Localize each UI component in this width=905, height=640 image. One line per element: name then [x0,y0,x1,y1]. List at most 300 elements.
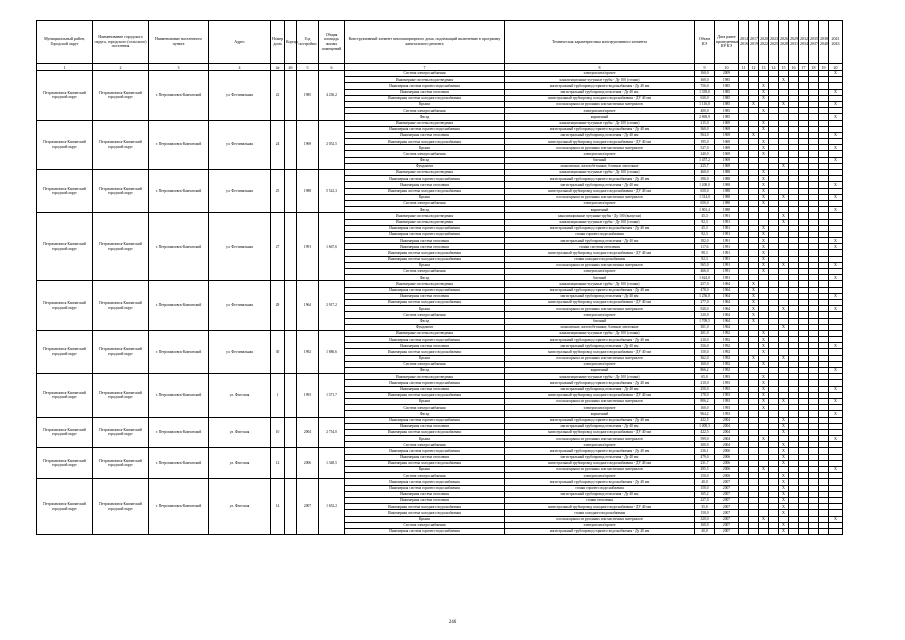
prior-repair-date-cell: 1985 [715,89,739,95]
characteristic-cell: канализационные чугунные трубы - Ду 100 (выпуски) [505,213,695,219]
volume-cell: 1 624,0 [695,275,715,281]
period-cell: X [829,368,843,374]
volume-cell: 630,0 [695,95,715,101]
characteristic-cell: канализационные чугунные трубы - Ду 100 (стояки) [505,170,695,176]
prior-repair-date-cell: 2006 [715,473,739,479]
house-number-cell: 12 [271,448,285,479]
characteristic-cell: магистральный трубопровод холодного водоснабжения - ДУ 40 мм [505,460,695,466]
column-header: Объем КЭ [695,21,715,64]
period-cell: X [779,460,789,466]
prior-repair-date-cell: 1964 [715,287,739,293]
element-cell: Фасад [345,157,505,163]
settlement-cell: Петропавловск-Камчатский городской округ [93,479,149,535]
element-cell: Система электроснабжения [345,361,505,367]
corpus-cell [285,448,297,479]
district-cell: Петропавловск-Камчатский городской округ [37,374,93,417]
period-cell: X [829,467,843,473]
element-cell: Инженерные системы водоотведения [345,219,505,225]
characteristic-cell: канализационные чугунные трубы - Ду 100 (стояки) [505,330,695,336]
volume-cell: 564,0 [695,132,715,138]
street-cell: ул. Фестивальная [209,170,271,213]
period-cell: X [749,355,759,361]
volume-cell: 160,0 [695,522,715,528]
element-cell: Инженерные системы водоотведения [345,374,505,380]
characteristic-cell: стояки холодного водоснабжения [505,510,695,516]
prior-repair-date-cell: 1992 [715,355,739,361]
corpus-cell [285,170,297,213]
column-number: 4 [209,64,271,71]
characteristic-cell: магистральный трубопровод горячего водоснабжения - Ду 40 мм [505,417,695,423]
element-cell: Инженерная система холодного водоснабжения [345,250,505,256]
prior-repair-date-cell: 1964 [715,299,739,305]
column-header: Адрес [209,21,271,64]
characteristic-cell: магистральный трубопровод холодного водоснабжения - ДУ 40 мм [505,250,695,256]
period-cell: X [779,454,789,460]
element-cell: Инженерная система отопления [345,454,505,460]
volume-cell: 650,0 [695,188,715,194]
prior-repair-date-cell: 2007 [715,491,739,497]
period-cell [819,528,829,534]
period-cell: X [759,120,769,126]
period-cell: X [749,132,759,138]
prior-repair-date-cell: 2007 [715,485,739,491]
characteristic-cell: магистральный трубопровод холодного водоснабжения - ДУ 40 мм [505,299,695,305]
period-cell: X [759,269,769,275]
period-cell: X [779,324,789,330]
column-number: 6 [319,64,345,71]
element-cell: Система электроснабжения [345,442,505,448]
element-cell: Система электроснабжения [345,269,505,275]
characteristic-cell: электроплита/прочее [505,405,695,411]
corpus-cell [285,330,297,373]
characteristic-cell: магистральный трубопровод отопления - Ду 40 мм [505,491,695,497]
prior-repair-date-cell: 1985 [715,114,739,120]
settlement-cell: Петропавловск-Камчатский городской округ [93,417,149,448]
prior-repair-date-cell: 1964 [715,281,739,287]
characteristic-cell: магистральный трубопровод отопления - Ду 40 мм [505,238,695,244]
characteristic-cell: электроплита/прочее [505,71,695,77]
prior-repair-date-cell: 2009 [715,71,739,77]
locality-cell: г. Петропавловск-Камчатский [149,330,209,373]
period-cell: X [759,516,769,522]
prior-repair-date-cell: 2004 [715,429,739,435]
volume-cell: 240,0 [695,151,715,157]
corpus-cell [285,120,297,170]
volume-cell: 210,0 [695,380,715,386]
period-cell: X [759,225,769,231]
period-cell: X [759,398,769,404]
element-cell: Инженерные системы водоотведения [345,170,505,176]
prior-repair-date-cell: 1991 [715,219,739,225]
period-cell: X [829,436,843,442]
characteristic-cell: магистральный трубопровод горячего водоснабжения - Ду 40 мм [505,448,695,454]
volume-cell: 45,3 [695,213,715,219]
element-cell: Система электроснабжения [345,71,505,77]
period-cell: X [749,293,759,299]
characteristic-cell: электроплита/прочее [505,442,695,448]
characteristic-cell: плоская крыша из рулонных или мастичных материалов [505,145,695,151]
characteristic-cell: стояки отопления [505,497,695,503]
element-cell: Инженерная система холодного водоснабжения [345,349,505,355]
period-cell: X [779,306,789,312]
element-cell: Инженерная система отопления [345,423,505,429]
volume-cell: 1 256,0 [695,293,715,299]
characteristic-cell: магистральный трубопровод холодного водоснабжения - ДУ 40 мм [505,504,695,510]
element-cell: Инженерная система горячего водоснабжения [345,448,505,454]
period-cell: X [829,157,843,163]
column-header: 2014 2016 [739,21,749,64]
column-number: 4а [271,64,285,71]
column-header: 2020 2022 [759,21,769,64]
volume-cell: 65,0 [695,374,715,380]
prior-repair-date-cell: 1988 [715,188,739,194]
period-cell [789,528,799,534]
characteristic-cell: магистральный трубопровод горячего водоснабжения - Ду 40 мм [505,176,695,182]
volume-cell: 45,3 [695,225,715,231]
period-cell: X [759,386,769,392]
locality-cell: г. Петропавловск-Камчатский [149,213,209,281]
column-header: Конструктивный элемент многоквартирного дома, подлежащий включению в программу капитального ремонта [345,21,505,64]
period-cell [749,528,759,534]
period-cell: X [829,293,843,299]
element-cell: Инженерная система горячего водоснабжения [345,380,505,386]
element-cell: Инженерная система горячего водоснабжения [345,231,505,237]
period-cell: X [759,374,769,380]
characteristic-cell: магистральный трубопровод холодного водоснабжения - ДУ 40 мм [505,349,695,355]
period-cell: X [749,299,759,305]
period-cell: X [759,170,769,176]
prior-repair-date-cell: 2006 [715,467,739,473]
locality-cell: г. Петропавловск-Камчатский [149,281,209,331]
element-cell: Фасад [345,114,505,120]
locality-cell: г. Петропавловск-Камчатский [149,479,209,535]
characteristic-cell: плоская крыша из рулонных или мастичных материалов [505,262,695,268]
volume-cell: 479,0 [695,454,715,460]
period-cell: X [759,244,769,250]
period-cell: X [829,182,843,188]
period-cell: X [779,522,789,528]
element-cell: Система электроснабжения [345,200,505,206]
column-number: 10 [715,64,739,71]
volume-cell: 1 801,4 [695,207,715,213]
house-number-cell: 24 [271,120,285,170]
prior-repair-date-cell: 1964 [715,312,739,318]
area-cell: 5 522,3 [319,170,345,213]
characteristic-cell: монолитные, железобетонные, блочные ленточные [505,163,695,169]
district-cell: Петропавловск-Камчатский городской округ [37,448,93,479]
volume-cell: 1 208,0 [695,182,715,188]
area-cell: 4 236,2 [319,71,345,121]
column-header: Номер дома [271,21,285,64]
period-cell: X [829,71,843,77]
element-cell: Крыша [345,436,505,442]
column-number: 3 [149,64,209,71]
prior-repair-date-cell: 1992 [715,337,739,343]
period-cell: X [759,361,769,367]
characteristic-cell: магистральный трубопровод горячего водоснабжения - Ду 40 мм [505,528,695,534]
locality-cell: г. Петропавловск-Камчатский [149,417,209,448]
element-cell: Крыша [345,398,505,404]
period-cell [739,528,749,534]
characteristic-cell: магистральный трубопровод горячего водоснабжения - Ду 40 мм [505,479,695,485]
period-cell: X [759,467,769,473]
element-cell: Инженерная система холодного водоснабжения [345,95,505,101]
characteristic-cell: кирпичный [505,411,695,417]
prior-repair-date-cell: 1993 [715,380,739,386]
characteristic-cell: магистральный трубопровод холодного водоснабжения - ДУ 40 мм [505,95,695,101]
characteristic-cell: плоская крыша из рулонных или мастичных материалов [505,194,695,200]
locality-cell: г. Петропавловск-Камчатский [149,120,209,170]
district-cell: Петропавловск-Камчатский городской округ [37,330,93,373]
prior-repair-date-cell: 2004 [715,436,739,442]
locality-cell: г. Петропавловск-Камчатский [149,448,209,479]
prior-repair-date-cell: 1993 [715,405,739,411]
locality-cell: г. Петропавловск-Камчатский [149,374,209,417]
prior-repair-date-cell: 1993 [715,411,739,417]
period-cell: X [759,151,769,157]
period-cell: X [759,200,769,206]
column-number: 19 [819,64,829,71]
prior-repair-date-cell: 1969 [715,163,739,169]
period-cell: X [829,262,843,268]
volume-cell: 650,0 [695,200,715,206]
period-cell: X [759,231,769,237]
characteristic-cell: магистральный трубопровод горячего водоснабжения - Ду 40 мм [505,126,695,132]
settlement-cell: Петропавловск-Камчатский городской округ [93,374,149,417]
period-cell: X [759,126,769,132]
element-cell: Инженерные системы водоотведения [345,281,505,287]
house-number-cell: 25 [271,170,285,213]
period-cell: X [779,262,789,268]
period-cell: X [779,213,789,219]
characteristic-cell: кирпичный [505,114,695,120]
corpus-cell [285,213,297,281]
characteristic-cell: магистральный трубопровод отопления - Ду 40 мм [505,293,695,299]
house-number-cell: 28 [271,281,285,331]
column-number: 15 [779,64,789,71]
element-cell: Крыша [345,101,505,107]
volume-cell: 201,0 [695,330,715,336]
prior-repair-date-cell: 1991 [715,244,739,250]
period-cell: X [759,108,769,114]
period-cell: X [759,188,769,194]
volume-cell: 527,0 [695,145,715,151]
volume-cell: 250,0 [695,386,715,392]
column-number: 11 [739,64,749,71]
street-cell: ул. Флотская [209,374,271,417]
prior-repair-date-cell: 1991 [715,256,739,262]
period-cell: X [759,176,769,182]
characteristic-cell: электроплита/прочее [505,361,695,367]
characteristic-cell: плоская крыша из рулонных или мастичных материалов [505,101,695,107]
volume-cell: 225,7 [695,163,715,169]
prior-repair-date-cell: 2007 [715,479,739,485]
prior-repair-date-cell: 1985 [715,83,739,89]
element-cell: Инженерная система горячего водоснабжения [345,417,505,423]
column-header: Муниципальный район, Городской округ [37,21,93,64]
volume-cell: 150,0 [695,510,715,516]
volume-cell: 150,0 [695,485,715,491]
element-cell: Фасад [345,368,505,374]
year-built-cell: 2007 [297,479,319,535]
volume-cell: 257,0 [695,281,715,287]
element-cell: Система электроснабжения [345,405,505,411]
element-cell: Инженерная система холодного водоснабжения [345,460,505,466]
prior-repair-date-cell: 1991 [715,269,739,275]
street-cell: ул. Фестивальная [209,330,271,373]
period-cell: X [779,448,789,454]
element-cell: Крыша [345,194,505,200]
element-cell: Инженерная система горячего водоснабжения [345,485,505,491]
characteristic-cell: электроплита/прочее [505,269,695,275]
period-cell: X [779,417,789,423]
volume-cell: 92,3 [695,219,715,225]
element-cell: Фасад [345,207,505,213]
characteristic-cell: стояки горячего водоснабжения [505,485,695,491]
year-built-cell: 2006 [297,448,319,479]
period-cell: X [779,473,789,479]
characteristic-cell: электроплита/прочее [505,108,695,114]
period-cell: X [779,429,789,435]
settlement-cell: Петропавловск-Камчатский городской округ [93,330,149,373]
period-cell: X [829,343,843,349]
column-header: Год постройки [297,21,319,64]
element-cell: Инженерная система горячего водоснабжения [345,126,505,132]
house-number-cell: 1 [271,374,285,417]
period-cell: X [749,306,759,312]
period-cell: X [779,485,789,491]
prior-repair-date-cell: 1991 [715,250,739,256]
volume-cell: 396,0 [695,176,715,182]
prior-repair-date-cell: 1969 [715,139,739,145]
element-cell: Инженерная система холодного водоснабжения [345,429,505,435]
period-cell: X [829,132,843,138]
house-number-cell: 14 [271,479,285,535]
column-number: 2 [93,64,149,71]
column-number: 12 [749,64,759,71]
volume-cell: 301,0 [695,324,715,330]
period-cell: X [779,219,789,225]
prior-repair-date-cell: 1988 [715,200,739,206]
corpus-cell [285,417,297,448]
volume-cell: 866,2 [695,368,715,374]
volume-cell: 400,0 [695,108,715,114]
column-header: 2029 2031 [789,21,799,64]
element-cell: Инженерные системы водоотведения [345,330,505,336]
characteristic-cell: кирпичный [505,368,695,374]
corpus-cell [285,281,297,331]
street-cell: ул. Фестивальная [209,213,271,281]
street-cell: ул. Фестивальная [209,71,271,121]
prior-repair-date-cell: 1992 [715,330,739,336]
element-cell: Инженерная система отопления [345,244,505,250]
district-cell: Петропавловск-Камчатский городской округ [37,417,93,448]
prior-repair-date-cell: 1992 [715,368,739,374]
volume-cell: 565,0 [695,262,715,268]
period-cell [769,528,779,534]
period-cell: X [779,528,789,534]
characteristic-cell: стояки системы отопления [505,244,695,250]
volume-cell: 460,0 [695,170,715,176]
element-cell: Инженерная система холодного водоснабжения [345,392,505,398]
prior-repair-date-cell: 2007 [715,497,739,503]
element-cell: Фасад [345,275,505,281]
capital-repair-table [36,20,843,535]
volume-cell: 98,3 [695,250,715,256]
element-cell: Инженерная система горячего водоснабжения [345,287,505,293]
column-header: Общая площадь жилых помещений [319,21,345,64]
column-number: 20 [829,64,843,71]
element-cell: Инженерная система горячего водоснабжения [345,337,505,343]
column-header: Наименование населенного пункта [149,21,209,64]
column-number-row [37,64,843,71]
period-cell: X [759,139,769,145]
prior-repair-date-cell: 1993 [715,374,739,380]
volume-cell: 231,7 [695,460,715,466]
period-cell: X [749,281,759,287]
volume-cell: 160,0 [695,361,715,367]
volume-cell: 165,2 [695,491,715,497]
period-cell: X [749,101,759,107]
street-cell: ул. Фестивальная [209,281,271,331]
volume-cell: 40,0 [695,528,715,534]
volume-cell: 466,0 [695,269,715,275]
prior-repair-date-cell: 1985 [715,101,739,107]
period-cell: X [759,392,769,398]
area-cell: 1 886,6 [319,330,345,373]
element-cell: Инженерная система отопления [345,386,505,392]
characteristic-cell: кирпичный [505,207,695,213]
column-header: 2023 2025 [769,21,779,64]
element-cell: Фундамент [345,163,505,169]
area-cell: 1 667,6 [319,213,345,281]
element-cell: Инженерная система холодного водоснабжения [345,188,505,194]
element-cell: Крыша [345,306,505,312]
volume-cell: 1 709,5 [695,318,715,324]
period-cell: X [759,436,769,442]
characteristic-cell: магистральный трубопровод отопления - Ду 40 мм [505,423,695,429]
period-cell: X [759,343,769,349]
characteristic-cell: плоская крыша из рулонных или мастичных материалов [505,516,695,522]
period-cell: X [759,194,769,200]
period-cell: X [829,386,843,392]
prior-repair-date-cell: 1964 [715,324,739,330]
volume-cell: 35,0 [695,504,715,510]
document-page [36,20,842,535]
period-cell: X [829,101,843,107]
period-cell: X [779,423,789,429]
prior-repair-date-cell: 2004 [715,442,739,448]
house-number-cell: 10 [271,417,285,448]
element-cell: Инженерная система холодного водоснабжения [345,510,505,516]
period-cell: X [829,516,843,522]
prior-repair-date-cell: 1985 [715,95,739,101]
period-cell: X [829,238,843,244]
period-cell [759,528,769,534]
characteristic-cell: электроплита/прочее [505,200,695,206]
characteristic-cell: плоская крыша из рулонных или мастичных материалов [505,355,695,361]
period-cell: X [759,182,769,188]
prior-repair-date-cell: 1964 [715,318,739,324]
street-cell: ул. Фестивальная [209,120,271,170]
period-cell: X [829,194,843,200]
area-cell: 2 917,2 [319,281,345,331]
street-cell: ул. Флотская [209,479,271,535]
element-cell: Инженерная система холодного водоснабжения [345,299,505,305]
prior-repair-date-cell: 1969 [715,151,739,157]
period-cell: X [759,250,769,256]
table-body [37,71,843,535]
